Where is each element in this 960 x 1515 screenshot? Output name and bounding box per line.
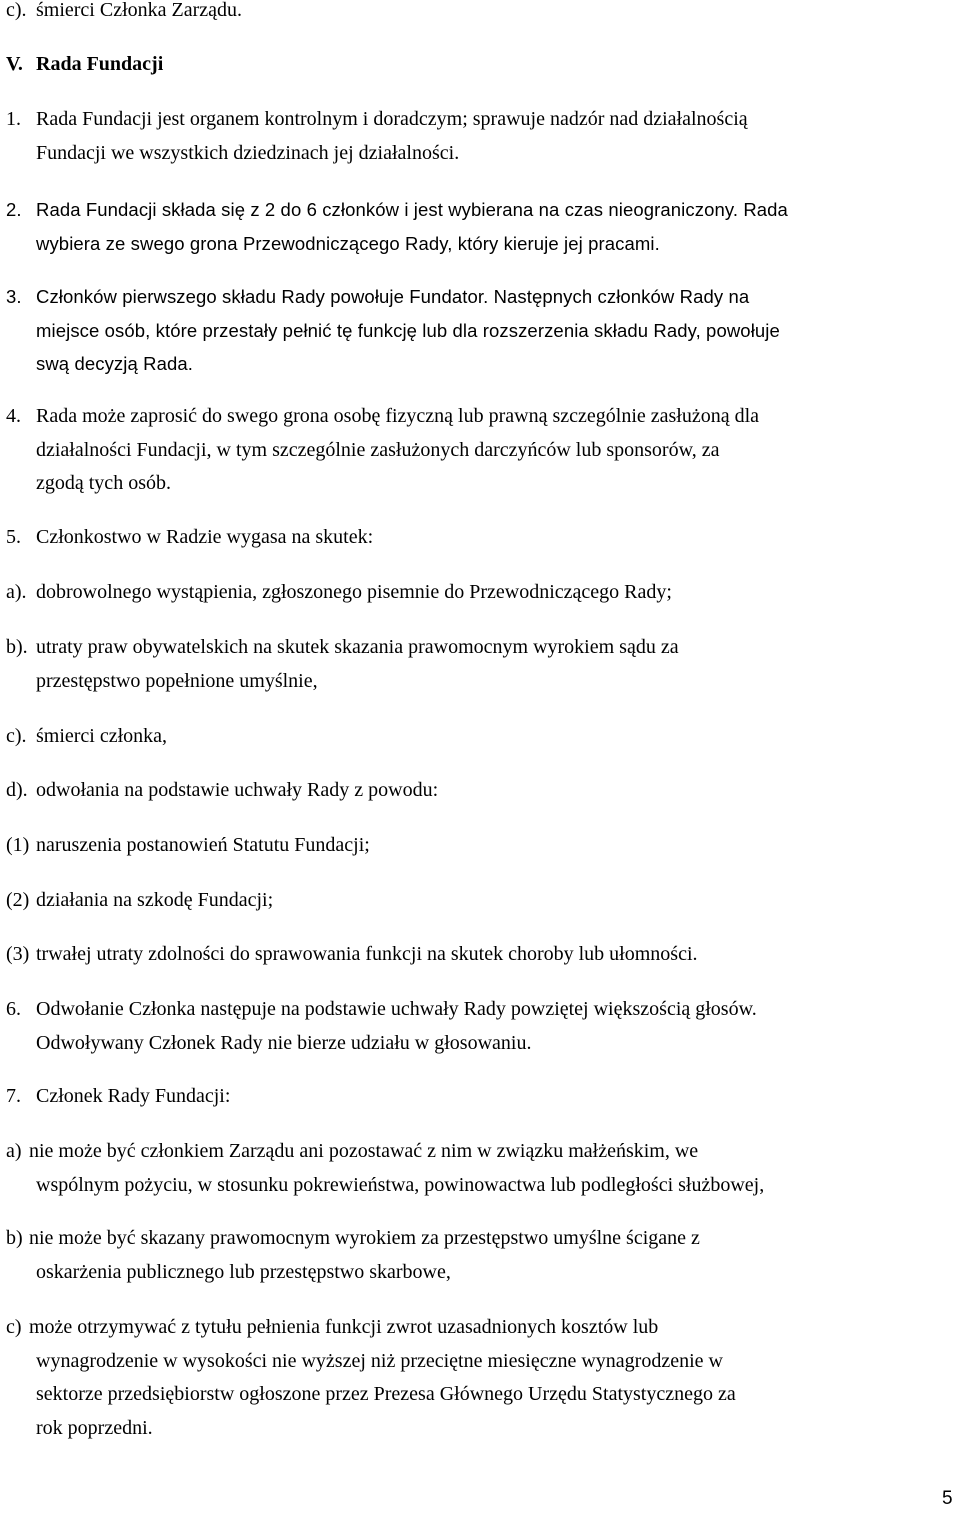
item-marker: 3.: [6, 286, 22, 307]
paragraph-5d-2: [6, 884, 956, 918]
page-number: 5: [942, 1488, 953, 1509]
section-number: V.: [6, 53, 23, 75]
paragraph-1: [6, 103, 956, 170]
paragraph-line: Rada Fundacji jest organem kontrolnym i doradczym; sprawuje nadzór nad działalnością: [36, 108, 748, 130]
item-marker: 7.: [6, 1085, 21, 1107]
item-marker: 5.: [6, 526, 21, 548]
paragraph-line: Rada Fundacji składa się z 2 do 6 członków i jest wybierana na czas nieograniczony. Rada: [36, 199, 788, 220]
paragraph-line: śmierci Członka Zarządu.: [36, 0, 243, 21]
item-marker: 2.: [6, 199, 22, 220]
item-marker: 1.: [6, 108, 21, 130]
paragraph-line: przestępstwo popełnione umyślnie,: [36, 669, 318, 692]
paragraph-line: Członek Rady Fundacji:: [36, 1085, 231, 1107]
paragraph-line: odwołania na podstawie uchwały Rady z powodu:: [36, 779, 439, 801]
item-marker: b): [6, 1227, 23, 1249]
paragraph-5d-1: [6, 829, 956, 863]
paragraph-line: utraty praw obywatelskich na skutek skazania prawomocnym wyrokiem sądu za: [36, 636, 679, 658]
paragraph-line: wspólnym pożyciu, w stosunku pokrewieństwa, powinowactwa lub podległości służbowej,: [36, 1173, 765, 1196]
paragraph-5d: [6, 774, 956, 808]
item-marker: c).: [6, 0, 27, 21]
paragraph-c-top: [6, 0, 956, 28]
item-marker: (3): [6, 943, 30, 965]
paragraph-7b: [6, 1222, 956, 1289]
paragraph-line: Rada może zaprosić do swego grona osobę fizyczną lub prawną szczególnie zasłużoną dla: [36, 405, 760, 427]
item-marker: (1): [6, 834, 30, 856]
item-marker: 4.: [6, 405, 21, 427]
paragraph-line: miejsce osób, które przestały pełnić tę funkcję lub dla rozszerzenia składu Rady, powołuje: [36, 319, 780, 341]
item-marker: c).: [6, 725, 27, 747]
paragraph-5a: [6, 576, 956, 610]
paragraph-line: zgodą tych osób.: [36, 472, 171, 494]
item-marker: a): [6, 1140, 22, 1162]
item-marker: c): [6, 1316, 22, 1338]
paragraph-5: [6, 521, 956, 555]
paragraph-line: oskarżenia publicznego lub przestępstwo skarbowe,: [36, 1260, 451, 1283]
paragraph-line: swą decyzją Rada.: [36, 353, 193, 374]
paragraph-2: [6, 193, 956, 260]
section-heading: [6, 48, 956, 82]
item-marker: 6.: [6, 998, 21, 1020]
paragraph-line: wynagrodzenie w wysokości nie wyższej niż przeciętne miesięczne wynagrodzenie w: [36, 1349, 723, 1372]
paragraph-4: [6, 400, 956, 501]
paragraph-line: działalności Fundacji, w tym szczególnie zasłużonych darczyńców lub sponsorów, za: [36, 438, 720, 461]
item-marker: b).: [6, 636, 28, 658]
paragraph-7: [6, 1080, 956, 1114]
section-title: Rada Fundacji: [36, 53, 164, 75]
paragraph-5d-3: [6, 938, 956, 972]
item-marker: d).: [6, 779, 28, 801]
paragraph-5b: [6, 631, 956, 698]
paragraph-line: nie może być członkiem Zarządu ani pozostawać z nim w związku małżeńskim, we: [29, 1140, 699, 1162]
paragraph-line: może otrzymywać z tytułu pełnienia funkcji zwrot uzasadnionych kosztów lub: [29, 1316, 659, 1338]
paragraph-6: [6, 993, 956, 1060]
paragraph-line: sektorze przedsiębiorstw ogłoszone przez Prezesa Głównego Urzędu Statystycznego za: [36, 1383, 736, 1405]
paragraph-3: [6, 280, 956, 381]
paragraph-7a: [6, 1135, 956, 1202]
paragraph-line: Fundacji we wszystkich dziedzinach jej działalności.: [36, 141, 460, 164]
paragraph-line: Odwołanie Członka następuje na podstawie uchwały Rady powziętej większością głosów.: [36, 998, 757, 1020]
paragraph-line: działania na szkodę Fundacji;: [36, 889, 274, 911]
paragraph-line: trwałej utraty zdolności do sprawowania funkcji na skutek choroby lub ułomności.: [36, 943, 698, 965]
paragraph-5c: [6, 720, 956, 754]
paragraph-line: Odwoływany Członek Rady nie bierze udziału w głosowaniu.: [36, 1031, 532, 1054]
paragraph-line: rok poprzedni.: [36, 1416, 153, 1439]
paragraph-line: wybiera ze swego grona Przewodniczącego Rady, który kieruje jej pracami.: [36, 232, 660, 254]
paragraph-line: śmierci członka,: [36, 725, 168, 747]
item-marker: a).: [6, 581, 27, 603]
paragraph-7c: [6, 1311, 956, 1445]
paragraph-line: Członków pierwszego składu Rady powołuje Fundator. Następnych członków Rady na: [36, 286, 750, 307]
paragraph-line: Członkostwo w Radzie wygasa na skutek:: [36, 526, 374, 548]
item-marker: (2): [6, 889, 30, 911]
paragraph-line: dobrowolnego wystąpienia, zgłoszonego pisemnie do Przewodniczącego Rady;: [36, 581, 672, 603]
paragraph-line: naruszenia postanowień Statutu Fundacji;: [36, 834, 370, 856]
paragraph-line: nie może być skazany prawomocnym wyrokiem za przestępstwo umyślne ścigane z: [29, 1227, 700, 1249]
